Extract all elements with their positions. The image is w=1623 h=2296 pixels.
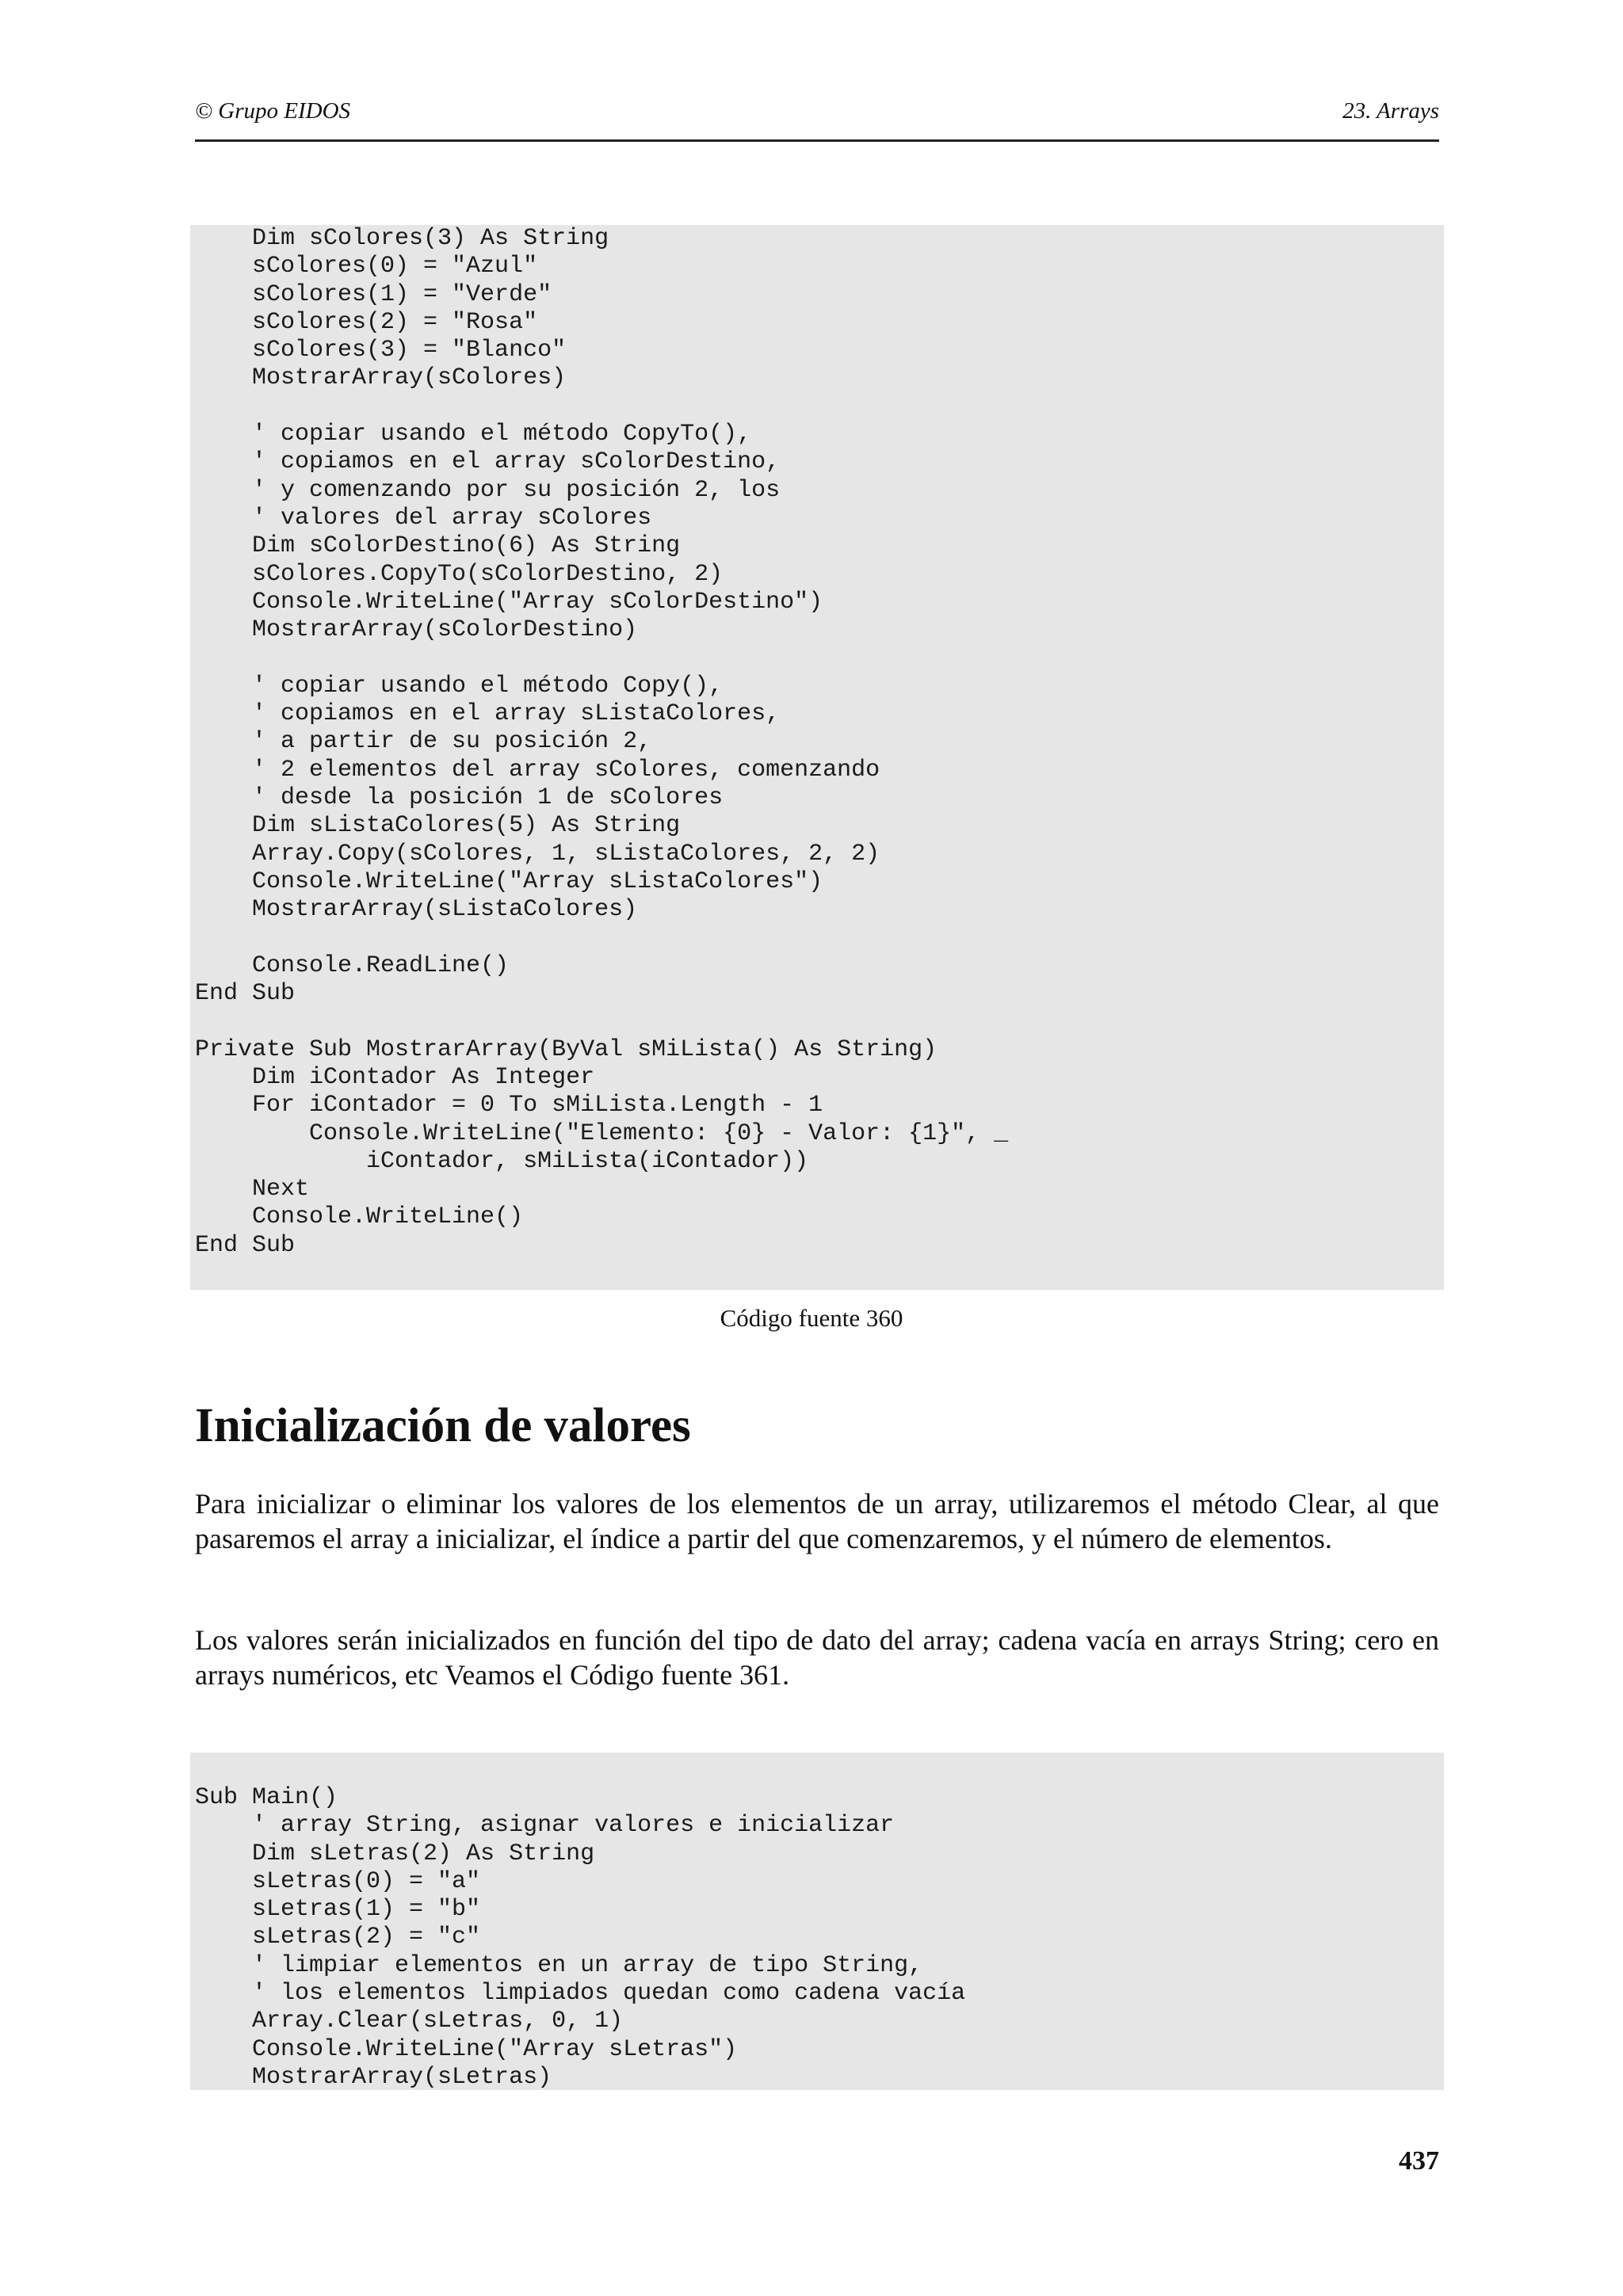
header-chapter: 23. Arrays [1342,98,1439,124]
code-block-361 [190,1753,1444,2090]
header-publisher: © Grupo EIDOS [195,98,351,124]
paragraph-clear-method: Para inicializar o eliminar los valores de los elementos de un array, utilizaremos el método Clear, al que pasaremos el array a inicializar, el índice a partir del que comenzaremos, y el número de elementos. [195,1488,1439,1554]
code-text-360: Dim sColores(3) As String sColores(0) = "Azul" sColores(1) = "Verde" sColores(2) = "Rosa" sColores(3) = "Blanco" MostrarArray(sColores) ' copiar usando el método CopyTo(), ' copiamos en el array sColorDestino, ' y comenzando por su posición 2, los ' valores del array sColores Dim sColorDestino(6) As String sColores.CopyTo(sColorDestino, 2) Console.WriteLine("Array sColorDestino") MostrarArray(sColorDestino) ' copiar usando el método Copy(), ' copiamos en el array sListaColores, ' a partir de su posición 2, ' 2 elementos del array sColores, comenzando ' desde la posición 1 de sColores Dim sListaColores(5) As String Array.Copy(sColores, 1, sListaColores, 2, 2) Console.WriteLine("Array sListaColores") MostrarArray(sListaColores) Console.ReadLine() End Sub Private Sub MostrarArray(ByVal sMiLista() As String) Dim iContador As Integer For iContador = 0 To sMiLista.Length - 1 Console.WriteLine("Elemento: {0} - Valor: {1}", _ iContador, sMiLista(iContador)) Next Console.WriteLine() End Sub [195,225,1009,1259]
page-number: 437 [1399,2146,1439,2176]
code-text-361: Sub Main() ' array String, asignar valores e inicializar Dim sLetras(2) As String sLetras(0) = "a" sLetras(1) = "b" sLetras(2) = "c" ' limpiar elementos en un array de tipo String, ' los elementos limpiados quedan como cadena vacía Array.Clear(sLetras, 0, 1) Console.WriteLine("Array sLetras") MostrarArray(sLetras) [195,1784,966,2091]
code-caption: Código fuente 360 [720,1304,903,1332]
running-header [195,95,1439,142]
section-title: Inicialización de valores [195,1399,691,1452]
code-block-360 [190,225,1444,1290]
paragraph-initialized-values: Los valores serán inicializados en función del tipo de dato del array; cadena vacía en arrays String; cero en arrays numéricos, etc Veamos el Código fuente 361. [195,1624,1439,1691]
